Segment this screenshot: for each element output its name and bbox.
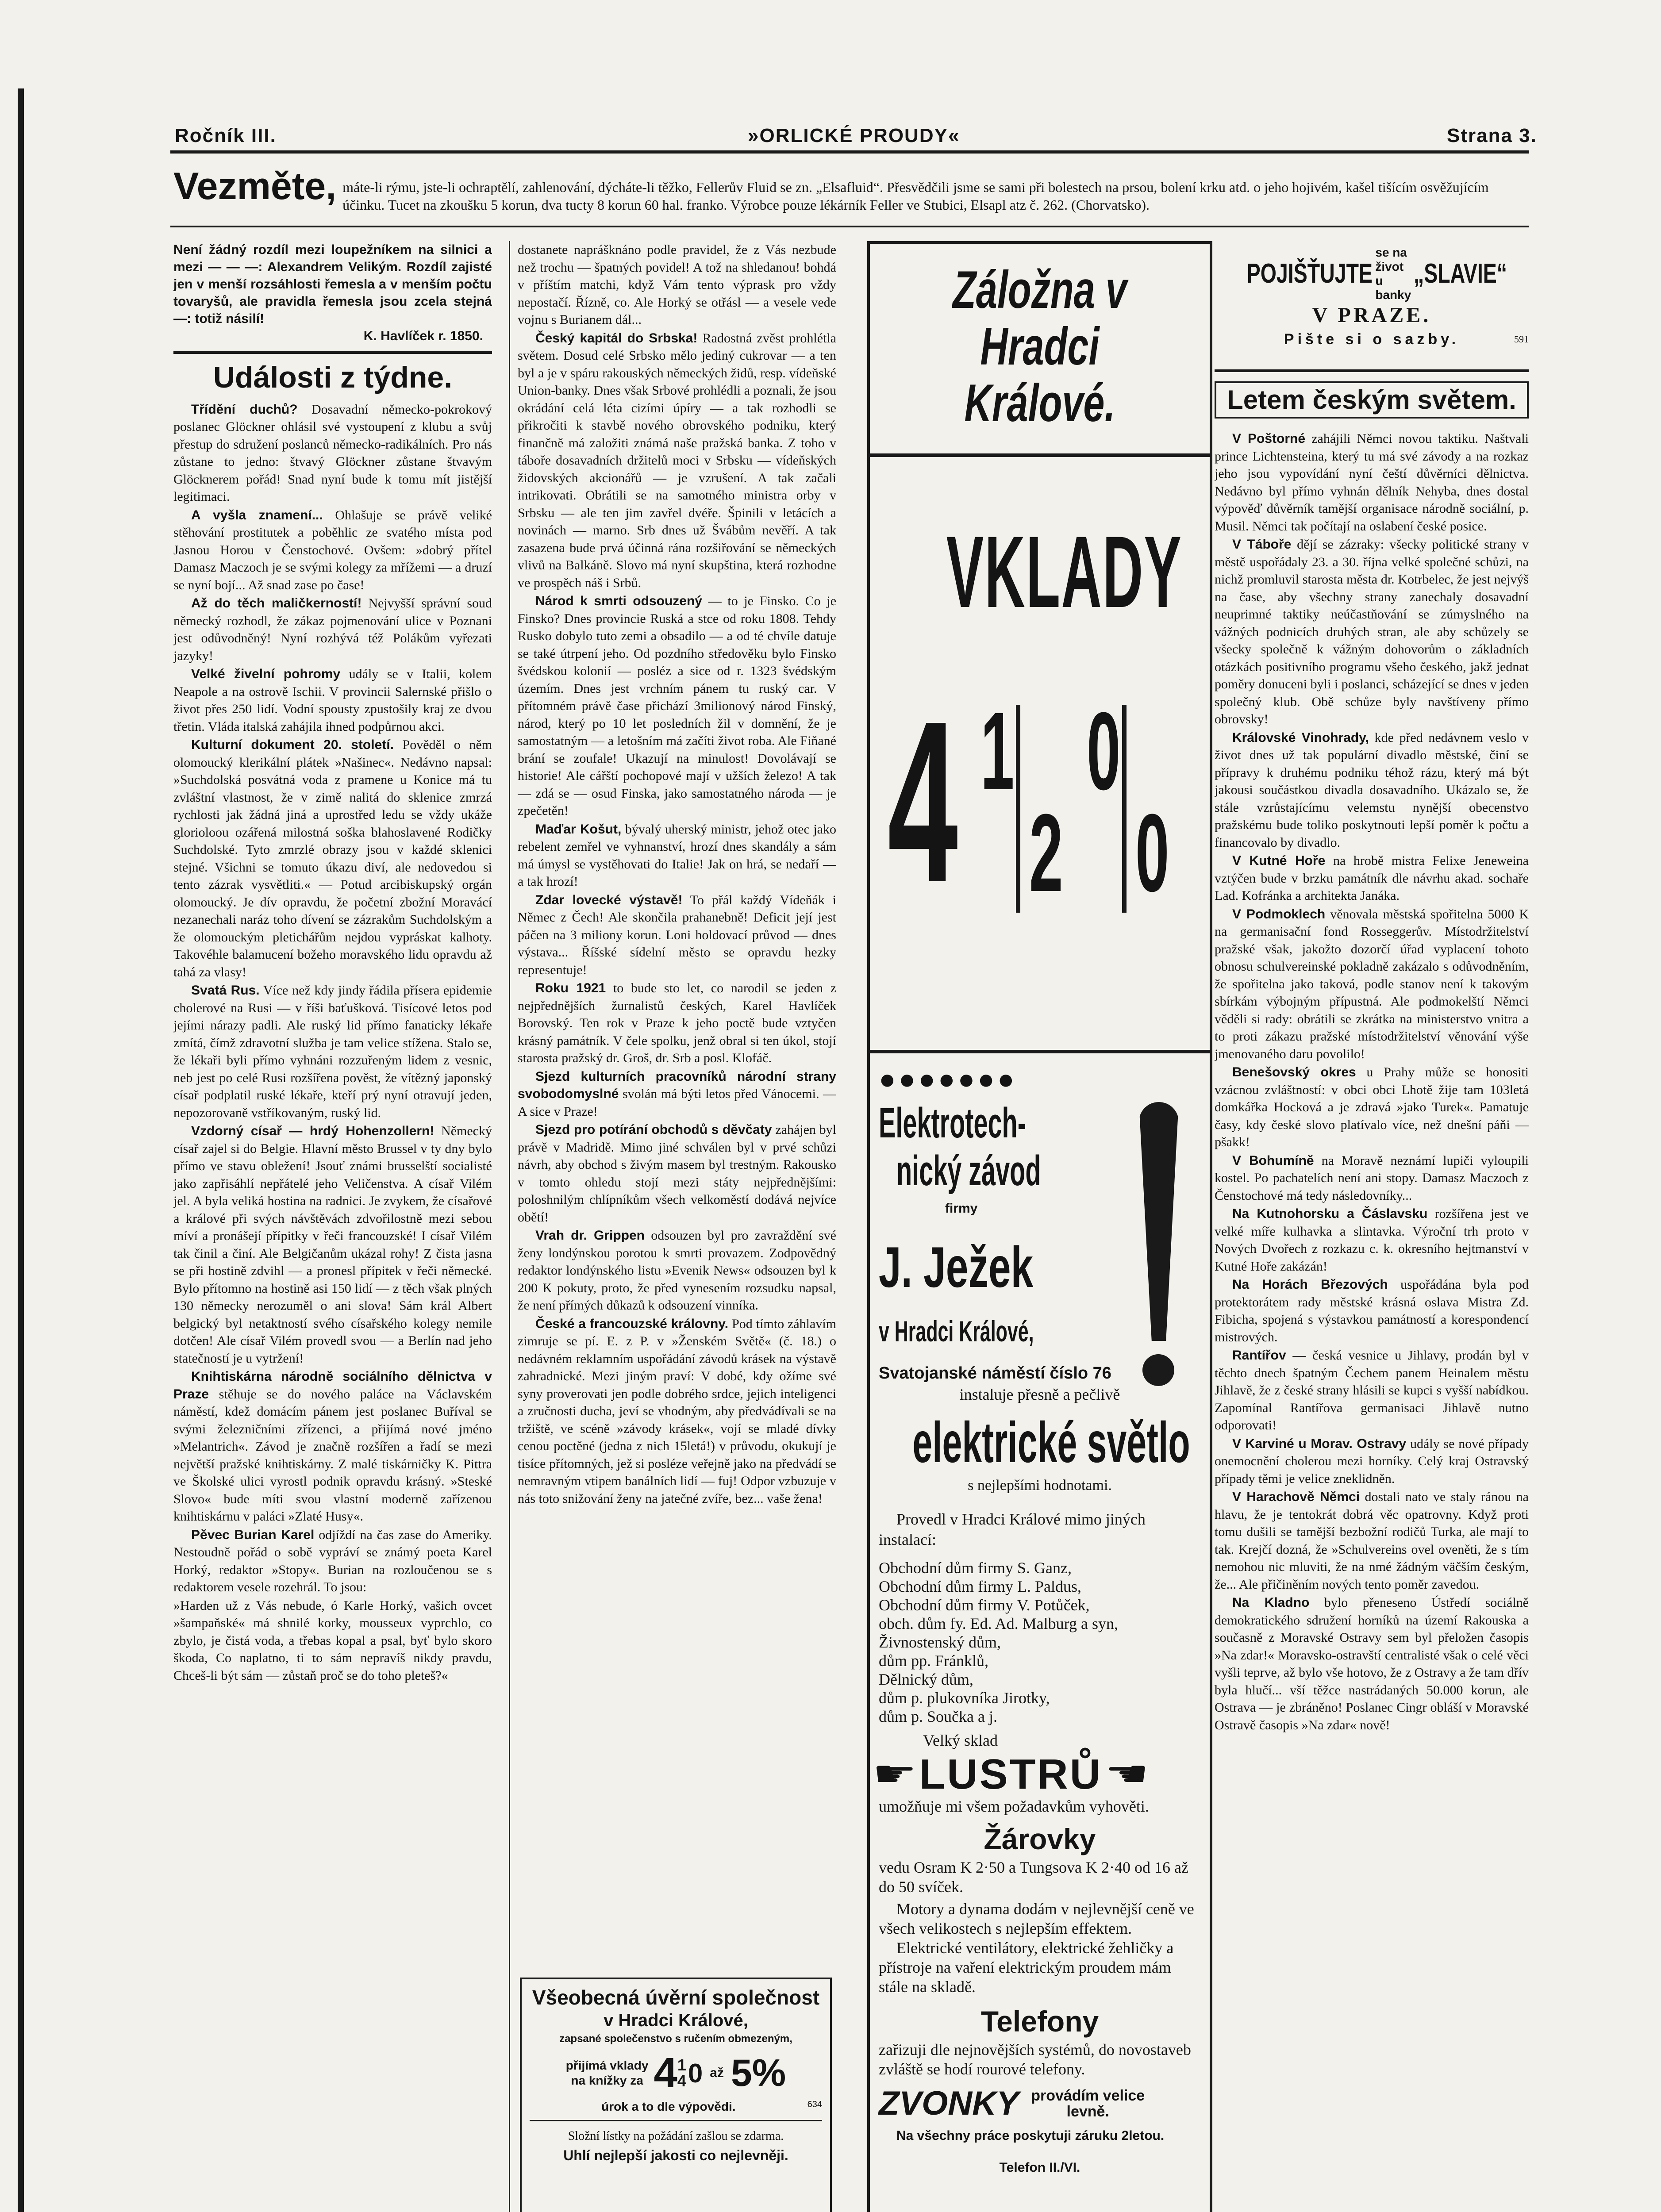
slavie-sazby: Pište si o sazby. [1284, 331, 1460, 348]
elektro-telefony: Telefony [980, 2005, 1099, 2038]
column-4 [1215, 381, 1529, 2212]
elektro-p1: Provedl v Hradci Králové mimo jiných instalací: [879, 1510, 1146, 1548]
newspaper-title: »ORLICKÉ PROUDY« [748, 125, 960, 146]
uverni-rate-num: 1 [677, 2056, 686, 2074]
news-item-lead: Královské Vinohrady, [1232, 730, 1369, 745]
elektro-zarovky: Žárovky [984, 1823, 1096, 1855]
installation-item: Živnostenský dům, [879, 1633, 1001, 1651]
news-item-text: bývalý uherský ministr, jehož otec jako rebelent zemřel ve vyhnanství, hrozí dnes skandály a sám má úmysl se vystěhovati do Italie! Jak on hrá, se nedaří — a tak hrozí! [518, 822, 836, 889]
news-item-text: »Harden už z Vás nebude, ó Karle Horký, vašich ovcet »šampaňské« má shnilé korky, mousseux vyprchlo, co zbylo, je čistá voda, a třebas kopal a psal, byť bylo skoro škoda, Co naplatno, ti to sám nepravíš nikdy pravdu, Chceš-li být sám — zůstaň proč se do toho pleteš?« [173, 1598, 492, 1683]
news-item [173, 1122, 492, 1367]
news-item [1215, 1064, 1529, 1151]
zalozna-ad [870, 244, 1210, 431]
header-rule [170, 150, 1529, 154]
news-item-text: Pověděl o něm olomoucký klerikální plátek »Našinec«. Nedávno napsal: »Suchdolská posvátná voda z pramene u Konice má tu zvláštní vlastnost, že v zimě nalitá do sklenice zmrzá rychlosti jak žádná jiná a uprostřed ledu se vždy ukáže glorioloou ozářená milostná soška blahoslavené Rodičky Suchdolské. Tyto zmrzlé obrazy jsou v každé sklenici stejné. Všichni se tomuto úkazu diví, ale nedovedou si tento zázrak vysvětliti.« — Potud arcibiskupský orgán olomoucký. Je dív opravdu, že početní zbožní Moravácí nezanechali naráz toho dívení se zázrakům Suchdolským a že olomouckým pletichářům nejdou vypráskat kalhoty. Takovéhle balamucení božeho moravského lidu opravdu až tahá za vlasy! [173, 737, 492, 979]
slavie-zivot: se na život [1375, 246, 1407, 273]
elektro-address: Svatojanské náměstí číslo 76 [879, 1364, 1111, 1382]
news-item-lead: Národ k smrti odsouzený [535, 594, 702, 608]
elektro-firmy: firmy [945, 1201, 978, 1216]
news-item-lead: Sjezd pro potírání obchodů s děvčaty [535, 1122, 772, 1137]
elektro-p6: zařizuji dle nejnovějších systémů, do novostaveb zvláště se hodí rourové telefony. [879, 2041, 1191, 2078]
news-item [1215, 1435, 1529, 1488]
elektro-name: J. Ježek [879, 1235, 1034, 1299]
news-item [518, 979, 836, 1067]
quote-rule [173, 351, 492, 354]
news-item-lead: Knihtiskárna národně sociálního dělnictva v Praze [173, 1369, 492, 1402]
news-item [173, 1597, 492, 1685]
news-item-lead: Třídění duchů? [191, 402, 298, 417]
news-list-col1 [173, 401, 492, 1685]
installation-item: Obchodní dům firmy V. Potůček, [879, 1596, 1090, 1614]
news-item [518, 1227, 836, 1314]
news-item-text: zahájen byl právě v Madridě. Mimo jiné schválen byl v prvé schůzi návrh, aby obchod s živým masem byl trestným. Rakousko v tomto ohledu stojí mezi státy nejpřednějšími: poloshnilým chlípníkům všech velkoměstí dodává nejvíce obětí! [518, 1122, 836, 1225]
news-item-lead: Až do těch maličkerností! [191, 596, 362, 611]
news-item [1215, 1488, 1529, 1593]
pointing-hand-icon: ☛ [872, 1755, 917, 1794]
uverni-urok: úrok a to dle výpovědi. [601, 2100, 736, 2113]
uverni-note: Složní lístky na požádání zašlou se zdarma. [568, 2129, 784, 2143]
news-item [1215, 906, 1529, 1063]
uverni-title: Všeobecná úvěrní společnost [532, 1986, 820, 2009]
news-item-text: u Prahy může se honositi vzácnou zvláštností: v obci obci Lhotě žije tam 103letá domkářka Hocková a je zdravá »jako Turek«. Pamatuje časy, kdy české slovo platívalo více, než dnešní páňi — pšakk! [1215, 1065, 1529, 1149]
slavie-pojistujte: POJIŠŤUJTE [1247, 258, 1373, 289]
slavie-praha: V PRAZE. [1312, 303, 1431, 327]
news-item-lead: Na Kutnohorsku a Čáslavsku [1232, 1206, 1428, 1221]
news-item [518, 1315, 836, 1508]
slavie-code: 591 [1514, 334, 1529, 345]
news-item-lead: Na Horách Březových [1232, 1277, 1388, 1292]
column-divider-1 [509, 241, 510, 2212]
vklady-percent-bottom: 0 [1135, 791, 1169, 914]
column-3-ads [867, 241, 1212, 2212]
news-item-lead: V Kutné Hoře [1232, 853, 1326, 868]
news-item [173, 1526, 492, 1596]
installation-item: dům pp. Fránklů, [879, 1652, 988, 1670]
news-item-text: odjíždí na čas zase do Ameriky. Nestoudně pořád o sobě vypráví se známý poeta Karel Horký, redaktor »Stopy«. Burian na rozloučenou se s redaktorem vesele rozehrál. To jsou: [173, 1527, 492, 1594]
zalozna-line1: Záložna v Hradci [953, 260, 1127, 376]
news-item [518, 1121, 836, 1226]
news-item-text: na Moravě neznámí lupiči vyloupili kostel. Po pachatelích není ani stopy. Damasz Maczoch z Čenstochové má tedy následovníky... [1215, 1153, 1529, 1203]
news-item [518, 592, 836, 820]
vklady-ad [870, 457, 1210, 1050]
elektro-zvonky-note: provádím velice levně. [1031, 2087, 1145, 2120]
news-item [1215, 1205, 1529, 1275]
uverni-rate-zero: 0 [688, 2058, 703, 2088]
news-item-text: To přál každý Vídeňák i Němec z Čech! Ale skončila prahanebně! Deficit její jest páčen na 3 miliony korun. Loni holdovací průvod — dnes výstava... Říšské sídelní město se opravdu hezky representuje! [518, 892, 836, 977]
pointing-hand-icon-right: ☛ [1104, 1755, 1150, 1794]
vklady-percent-bar [1122, 705, 1127, 913]
zalozna-rule [870, 453, 1210, 457]
news-item-text: Pod tímto záhlavím zimruje se pí. E. z P. v »Ženském Světě« (č. 18.) o nedávném reklamním uspořádání závodů krásek na výstavě zahradnické. Mezi jiným praví: V dobé, kdy ožíme své syny proverovati jen podle dobrého srdce, jejich inteligenci a zručnosti ducha, jeví se vhodným, aby předvádívali se na tržiště, ve scéně »závody krásek«, vojí se mladé dívky cenou poctěné (jedna z nich 15letá!) v průvodu, okukují je tisíce přítomných, jež si posléze veřejně jako na předvádí se nemravným vtipem banálních lidí — fuj! Odpor vzbuzuje v nás toto snižování ženy na jatečné zvíře, bez... vaše žena! [518, 1316, 836, 1506]
news-item-text: dostali nato ve staly ránou na hlavu, že je tentokrát dobrá věc opatrovny. Když proti tomu dušili se tamější bezbožní rodičů Turka, ale mají to tak. Krejčí dozná, že »Schulvereins ovel oveněti, že s tím nemohou nic mluviti, že na nmé žádným väčším českým, že... Ale přičiněním nových tento poměr zavedou. [1215, 1490, 1529, 1592]
page-number: Strana 3. [1447, 125, 1537, 146]
news-item [518, 330, 836, 592]
vklady-word: VKLADY [946, 515, 1183, 629]
news-item [1215, 852, 1529, 905]
news-item-lead: Sjezd kulturních pracovníků národní strany svobodomyslné [518, 1069, 836, 1101]
uverni-acc2: na knížky za [571, 2074, 643, 2087]
news-item-text: udály se v Italii, kolem Neapole a na ostrově Ischii. V provincii Salernské přišlo o život přes 250 lidí. Vodní spousty zpustošily kraj ze dvou třetin. Vláda italská zahájila ihned podpůrnou akci. [173, 667, 492, 734]
uverni-city: v Hradci Králové, [604, 2011, 748, 2030]
news-item-lead: V Podmoklech [1232, 906, 1326, 922]
lustru-row [872, 1751, 1201, 1798]
news-item [518, 1068, 836, 1121]
news-item-text: rozšířena jest ve velké míře kulhavka a slintavka. Výroční trh proto v Nových Dvořech z rozkazu c. k. okresního hejtmanství v Kutné Hoře zakázán! [1215, 1206, 1529, 1274]
news-item [173, 401, 492, 506]
news-item-lead: Český kapitál do Srbska! [535, 330, 698, 346]
uverni-az: až [710, 2066, 724, 2080]
column-2 [518, 241, 836, 1971]
exclamation-bar [1139, 1102, 1179, 1341]
news-item-text: dějí se zázraky: všecky politické strany v městě uspořádaly 23. a 30. října velké společné schůzi, na nichž promluvil starosta města dr. Kotrbelec, že jest nejvýš na čase, aby všechny strany zanechaly dosavadní neuprimné taktiky neúčastňování se zúmyslného na vážných podnicích druhých stran, ale aby schůzely se všecky společně k vážným dohovorům o základních otázkách positivního programu všeho českého, jakž jednat poměry donuceni byli i poslanci, scházející se dnes v jeden společný klub. Obě schůze byly navštíveny přímo obrovsky! [1215, 537, 1529, 726]
news-item-text: dostanete naprášknáno podle pravidel, že z Vás nezbude než trochu — špatných povidel! A tož na shledanou! bohdá v příštím matchi, když Vám tento výprask pro vždy nepostačí. Řízně, co. Ale Horký se otřásl — a vesele vede vojnu s Burianem dál... [518, 242, 836, 327]
uverni-rule [530, 2120, 822, 2121]
news-item-text: Nejvyšší správní soud německý rozhodl, že zákaz pojmenování ulice v Poznani jest odůvodněný! Nyní rozhývá též Polákům vyřezati jazyky! [173, 596, 492, 663]
news-item-text: — to je Finsko. Co je Finsko? Dnes provincie Ruská a stce od roku 1808. Tehdy Rusko dobylo tuto zemi a obsadilo — a od té chvíle datuje se také útrpení jeho. Od pozdního středověku bylo Finsko švédskou kolonií — posléz a sice od r. 1323 švédským územím. Dnes jest vrchním pánem tu ruský car. V přítomném právě čase přichází 3milionový národ Finský, národ, který po 10 let posledních žil v domnění, že je samostatným — a letošním má začíti život roba. Ale Fiňané brání se zoufale! Ukazují na minulost! Dovolávají se historie! Ale cářští pochopové mají v užších železo! A tak — zdá se — osud Finska, jako samostatného národa — je zpečetěn! [518, 594, 836, 818]
vklady-percent-top: 0 [1087, 689, 1121, 813]
news-item [1215, 1594, 1529, 1734]
slavie-name: „SLAVIE“ [1414, 258, 1507, 289]
news-item [518, 241, 836, 329]
quote-author: K. Havlíček r. 1850. [363, 329, 483, 343]
news-item-lead: Pěvec Burian Karel [191, 1527, 315, 1542]
uverni-reg: zapsané společenstvo s ručením obmezeným, [559, 2033, 792, 2045]
elektro-line1: Elektrotech- [879, 1099, 1026, 1147]
uverni-rate-den: 4 [677, 2072, 686, 2090]
news-item-text: svolán má býti letos před Vánocemi. — A sice v Praze! [518, 1087, 836, 1119]
vklady-numerator: 1 [980, 689, 1015, 813]
col4-title: Letem českým světem. [1215, 381, 1529, 419]
elektro-dots: ●●●●●●● [879, 1064, 1017, 1095]
news-item [1215, 1276, 1529, 1346]
news-item-text: Ohlašuje se právě veliké stěhování prostitutek a poběhlic ze svatého místa pod Jasnou Horou v Čenstochové. Ovšem: »dobrý přítel Damasz Maczoch je se svými kolegy za mřížemi — a druzí se nyní bojí... Až snad zase po čase! [173, 507, 492, 592]
news-item-text: věnovala městská spořitelna 5000 K na germanisační fond Rosseggerův. Místodržitelství pražské však, jakožto dozorčí úřad vyplacení tohoto obnosu schulvereinské pokladně zakázalo s odůvodněním, že spořitelna jako taková, podle stanov není k takovým sbírkám výbojným přípustná. Ale podmokelští Němci věděli si rady: obrátili se zkrátka na ministerstvo vnitra a to proti zákazu pražské místodržitelství věnování výše jmenovaného daru povolilo! [1215, 906, 1529, 1061]
news-item [173, 665, 492, 735]
elektro-p4: Motory a dynama dodám v nejlevnější ceně ve všech velikostech s nejlepším effektem. [879, 1900, 1194, 1937]
news-item-lead: Na Kladno [1232, 1595, 1310, 1610]
installation-item: obch. dům fy. Ed. Ad. Malburg a syn, [879, 1615, 1118, 1632]
news-item-lead: V Harachově Němci [1232, 1490, 1360, 1504]
news-item-lead: Benešovský okres [1232, 1065, 1356, 1079]
elektro-telefon: Telefon II./VI. [999, 2160, 1080, 2175]
news-item-lead: V Táboře [1232, 537, 1292, 552]
top-ad-rule [170, 226, 1529, 227]
news-item-text: bylo přeneseno Ústředí sociálně demokratického sdružení horníků na území Rakouska a současně z Moravské Ostravy sem byl přeložen časopis »Na zdar!« Moravsko-ostravští centralisté však o celé věci vyšli teprve, až bylo vše hotovo, že z Ostravy a že tam dřív byla hlučí... vší těžce nastrádaných 50.000 korun, ale Ostrava — je zbráněno! Poslanec Cingr obláší v Moravské Ostravě časopis »Na zdar« nově! [1215, 1595, 1529, 1732]
installation-item: Dělnický dům, [879, 1671, 973, 1688]
fluid-advertisement [173, 166, 1527, 228]
news-item-lead: V Poštorné [1232, 431, 1306, 446]
news-item [173, 595, 492, 664]
news-item [1215, 430, 1529, 535]
uverni-acc: přijímá vklady [565, 2058, 649, 2072]
uverni-rates [530, 2047, 822, 2100]
elektro-line2: nický závod [896, 1147, 1041, 1194]
section-title: Události z týdne. [213, 360, 453, 394]
news-item-lead: České a francouzské královny. [535, 1316, 729, 1331]
news-item-text: kde před nedávnem veslo v život dnes už tak populární divadlo městské, činí se přípravy k druhému podniku téhož rázu, který má být jakousi součástkou divadla dosavadního. Ukázalo se, že stále vzrůstajícímu velemstu nynější obecenstvo pražskému bude toliko poskytnouti lepší poměr k počtu a financovalo by divadlo. [1215, 730, 1529, 850]
news-item-text: Radostná zvěst prohlétla světem. Dosud celé Srbsko mělo jediný cukrovar — a ten byl a je v spáru rakouských německých židů, resp. vídeňské Union-banky. Dnes však Srbové prohlédli a poznali, že jsou okrádání celá léta cizími úpíry — a tak rozhodli se přikročiti k stavbě nového obrovského podniku, který finančně má založiti známá naše pražská banka. Z toho v táboře dosavadních držitelů moci v Srbsku — vídeňských židovských akcionářů — je vzrušení. A tak začali intrikovati. Obrátili se na samotného ministra orby v Srbsku — ale ten jim zavřel dvéře. Špinili v letácích a novinách — marno. Srb dnes už Švábům nevěří. A tak zasazena bude prvá účinná rána rozšiřování se německých vlivů na Balkáně. Slovo má nyní skupština, která rozhodne ve prospěch náš i Srbů. [518, 330, 836, 590]
elektro-zvonky: ZVONKY [879, 2085, 1019, 2122]
news-item-lead: Velké živelní pohromy [191, 667, 341, 681]
slavie-ad [1215, 241, 1529, 374]
news-item-text: udály se nové případy onemocnění cholerou mezi horníky. Celý kraj Ostravský případy těmi je velice zneklidněn. [1215, 1436, 1529, 1486]
installation-item: Obchodní dům firmy S. Ganz, [879, 1559, 1072, 1577]
vklady-rule [870, 1050, 1210, 1053]
exclamation-dot [1142, 1354, 1174, 1386]
elektro-p5: Elektrické ventilátory, elektrické žehličky a přístroje na vaření elektrickým proudem mám stále na skladě. [879, 1939, 1174, 1996]
installation-item: Obchodní dům firmy L. Paldus, [879, 1578, 1081, 1595]
news-item-lead: Zdar lovecké výstavě! [535, 892, 683, 907]
elektro-p3: vedu Osram K 2·50 a Tungsova K 2·40 od 16 až do 50 svíček. [879, 1859, 1188, 1896]
news-item-text: — česká vesnice u Jihlavy, prodán byl v těchto dnech špatným Čechem panem Heinalem městu Jihlavě, že z české strany hlásili se kupci s vyšší nabídkou. Zapomínal Rantířova germanisaci Jihlavě nutno odporovati! [1215, 1348, 1529, 1432]
fluid-text: máte-li rýmu, jste-li ochraptělí, zahlenování, dýcháte-li těžko, Fellerův Fluid se zn. „Elsafluid“. Přesvědčili jsme se sami při bolestech na prsou, bolení krku atd. o jeho hojivém, kašel tišícím osvěžujícím účinku. Tucet na zkoušku 5 korun, dva tucty 8 korun 60 hal. franko. Výrobce pouze lékárník Feller ve Stubici, Elsapl atz č. 262. (Chorvatsko). [342, 179, 1489, 213]
news-item [173, 1368, 492, 1525]
uverni-code: 634 [807, 2100, 822, 2109]
uverni-spolecnost-ad [520, 1978, 832, 2212]
vklady-big-digit: 4 [888, 673, 958, 930]
uverni-slogan: Uhlí nejlepší jakosti co nejlevněji. [563, 2147, 788, 2163]
installation-list [879, 1559, 1201, 1726]
news-item-text: uspořádána byla pod protektorátem rady městské krásná oslava Mistra Zd. Fibicha, spojená s výstavkou památností a korespondencí mistrových. [1215, 1277, 1529, 1344]
news-item-lead: V Bohumíně [1232, 1153, 1314, 1168]
news-list-col2 [518, 241, 836, 1507]
page-edge-bar [18, 88, 24, 2212]
news-item-text: Dosavadní německo-pokrokový poslanec Glöckner ohlásil své vystoupení z klubu a svůj přestup do sdružení poslanců německo-radikálních. Pro nás zůstane to jedno: štvavý Glöckner zůstane štvavým Glöcknerem pořád! Snad nyní bude k tomu mít jistější legitimaci. [173, 402, 492, 504]
news-item-lead: Vrah dr. Grippen [535, 1228, 645, 1243]
elektro-light: elektrické světlo [912, 1410, 1190, 1475]
news-item-lead: Kulturní dokument 20. století. [191, 737, 394, 752]
news-item [173, 982, 492, 1121]
news-item [518, 891, 836, 979]
news-item-lead: Vzdorný císař — hrdý Hohenzollern! [191, 1124, 434, 1138]
vklady-fraction-bar [1016, 705, 1020, 913]
news-list-col4 [1215, 430, 1529, 1734]
uverni-rate-int: 4 [654, 2049, 677, 2097]
news-item-lead: Roku 1921 [535, 981, 606, 995]
news-item [518, 821, 836, 891]
elektro-install: instaluje přesně a pečlivě [959, 1386, 1120, 1403]
uverni-rate-max: 5% [731, 2051, 786, 2094]
installation-item: dům p. plukovníka Jirotky, [879, 1689, 1050, 1707]
news-item-text: odsouzen byl pro zavraždění své ženy londýnskou porotou k smrti provazem. Zodpovědný redaktor londýnského listu »Evenik News« odsouzen byl k 200 K pokuty, proto, že před vynesením rozsudku napsal, že není přímých důkazů k odsouzení vinníka. [518, 1228, 836, 1313]
news-item-text: to bude sto let, co narodil se jeden z nejpřednějších žurnalistů českých, Karel Havlíček Borovský. Ten rok v Praze k jeho poctě bude vztyčen krásný památník. V čele spolku, jenž obral si ten úkol, stojí starosta pražský dr. Groš, dr. Srb a posl. Klofáč. [518, 981, 836, 1065]
vklady-denominator: 2 [1029, 791, 1063, 914]
slavie-banka: u banky [1375, 274, 1411, 302]
news-item [1215, 729, 1529, 852]
installation-item: dům p. Součka a j. [879, 1708, 997, 1725]
column-1 [173, 241, 492, 2212]
news-item-text: Více než kdy jindy řádila přísera epidemie cholerové na Rusi — v říši baťušková. Tisícové letos pod jejími nárazy padli. Ale ruský lid přímo fanaticky lékaře zmítá, čímž zdravotní služba je tam velice stížena. Stalo se, že lékaři byli přímo vyhnáni rozzuřeným lidem z vesnic, neb jest po celé Rusi rozšířena pověst, že vítězný japonský císař podplatil ruské lékaře, kteří prý nyní otravují jeden, nepozorovaně vstříkovaným, ruský lid. [173, 983, 492, 1120]
news-item-text: stěhuje se do nového paláce na Václavském náměstí, kdež domácím pánem jest poslanec Buříval se svými železničními zřízenci, a přijímá nové jméno »Melantrich«. Závod je značně rozšířen a řadí se mezi největší pražské knihtiskárny. Z malé tiskárničky K. Pittra ve Školské ulici vyrostl podnik opravdu krásný. »Steské Slovo« bude míti svou vlastní moderně zařízenou knihtiskárnu v paláci »Zlaté Husy«. [173, 1386, 492, 1524]
news-item [173, 736, 492, 981]
news-item-lead: Svatá Rus. [191, 983, 260, 998]
news-item-text: zahájili Němci novou taktiku. Naštvali prince Lichtensteina, který tu má své závody a na rozkaz jeho jsou vypovídání nyní čeští důvěrníci dělnictva. Nedávno byl přímo vyhnán dělník Nehyba, dnes dostal výpověď důvěrník tamější organisace národně sociální, p. Musil. Němci tak počítají na oslabení české posice. [1215, 431, 1529, 534]
elektro-lustru: LUSTRŮ [919, 1751, 1103, 1798]
zvonky-row [879, 2085, 1201, 2122]
news-item [1215, 536, 1529, 728]
elektro-sklad: Velký sklad [923, 1732, 998, 1749]
news-item-lead: A vyšla znamení... [191, 507, 323, 522]
news-item-lead: Rantířov [1232, 1348, 1286, 1363]
news-item-lead: V Karviné u Morav. Ostravy [1232, 1436, 1407, 1451]
news-item-lead: Maďar Košut, [535, 822, 622, 837]
news-item [173, 507, 492, 594]
elektro-ad [870, 1053, 1210, 2179]
news-item-text: Německý císař zajel si do Belgie. Hlavní město Brussel v ty dny bylo přímo ve stavu obležení! Jsouť známi brusselští socialisté jako zapřisáhlí nepřátelé jeho Veličenstva. A císař Vilém jel. A byla veliká hostina na radnici. Je zvykem, že císařové a králové při svých návštěvách zdvořilostně mezi sebou míví a pronášejí přípitky v řeči francouzské! I císař Vilém tak činil a činí. Ale Belgičanům ukázal rohy! Z čista jasna se při hostině zdvihl — a pronesl přípitek v řeči německé. Bylo přítomno na hostině asi 150 lidí — z těch však plných 130 německy nerozuměl o ani slova! Sám král Albert belgický byl netaktností svého císařského kolegy nemile dotčen! Ale císař Vilém provedl svou — a Berlín nad jeho statečností je u vytržení! [173, 1124, 492, 1366]
zalozna-line2: Králové. [964, 373, 1115, 433]
news-item [1215, 1347, 1529, 1434]
fluid-headline: Vezměte, [173, 165, 337, 207]
news-item-text: na hrobě mistra Felixe Jeneweina vztýčen bude v brzku památník dle návrhu akad. sochaře Lad. Kofránka a architekta Janáka. [1215, 853, 1529, 903]
elektro-city: v Hradci Králové, [879, 1315, 1034, 1348]
elektro-values: s nejlepšími hodnotami. [968, 1477, 1112, 1494]
havlicek-quote: Není žádný rozdíl mezi loupežníkem na silnici a mezi — — —: Alexandrem Velikým. Rozdíl zajisté jen v menší rozsáhlosti řemesla a v menším počtu tovaryšů, ale pravidla řemesla jsou zcela stejná —: totiž násilí! [173, 242, 492, 326]
news-item [1215, 1152, 1529, 1205]
elektro-p7: Na všechny práce poskytuji záruku 2letou. [896, 2128, 1165, 2143]
slavie-rule [1215, 369, 1529, 372]
elektro-p2: umožňuje mi všem požadavkům vyhověti. [879, 1797, 1149, 1815]
volume-label: Ročník III. [175, 125, 277, 146]
